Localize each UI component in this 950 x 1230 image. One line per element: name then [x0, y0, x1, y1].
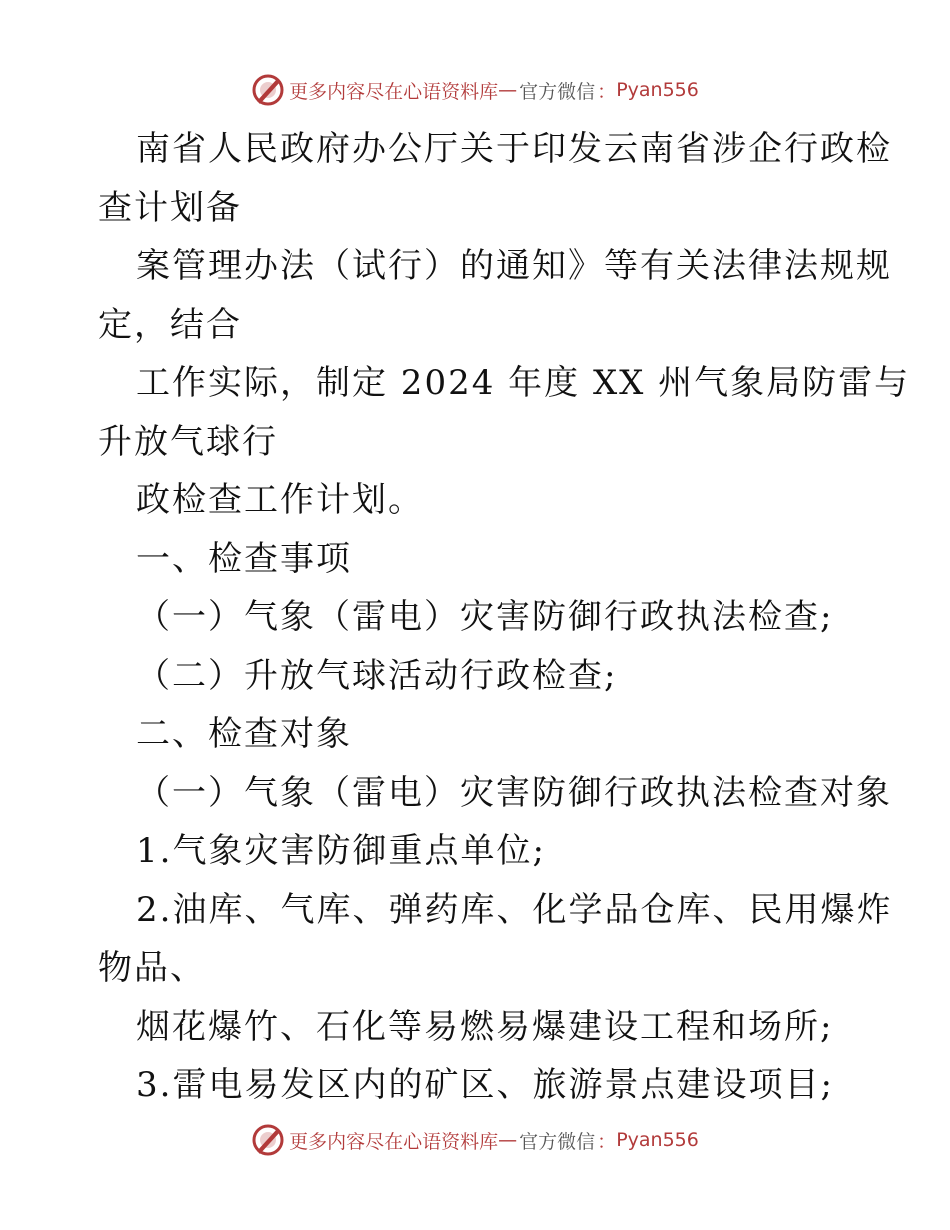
watermark-id: Pyan556: [616, 1129, 699, 1151]
text-line: 1.气象灾害防御重点单位;: [136, 831, 546, 871]
section-heading: 一、检查事项: [136, 538, 352, 579]
watermark-text: 更多内容尽在心语资料库: [289, 1130, 499, 1153]
text-line: 定，结合: [98, 304, 242, 345]
watermark-dash: —: [498, 79, 518, 101]
watermark-colon: ：: [597, 1130, 617, 1153]
text-line: （二）升放气球活动行政检查;: [136, 655, 618, 696]
watermark-text: 更多内容尽在心语资料库: [289, 80, 499, 103]
pen-logo-icon: [251, 1123, 285, 1157]
pen-logo-icon: [251, 73, 285, 107]
watermark-colon: ：: [597, 80, 617, 103]
section-heading: 二、检查对象: [136, 714, 352, 754]
watermark-label: 官方微信: [519, 1130, 596, 1153]
text-line: 升放气球行: [98, 421, 278, 462]
text-line: 政检查工作计划。: [136, 480, 424, 520]
text-line: 烟花爆竹、石化等易燃易爆建设工程和场所;: [136, 1006, 834, 1047]
watermark-id: Pyan556: [616, 79, 699, 101]
document-body: [98, 120, 911, 1115]
watermark-footer: [0, 1120, 950, 1160]
text-line: 物品、: [98, 948, 206, 988]
text-line: 3.雷电易发区内的矿区、旅游景点建设项目;: [136, 1065, 834, 1105]
text-line: （一）气象（雷电）灾害防御行政执法检查对象: [136, 772, 892, 813]
text-line: 工作实际，制定 2024 年度 XX 州气象局防雷与: [136, 363, 911, 403]
watermark-dash: —: [498, 1129, 518, 1151]
watermark-label: 官方微信: [519, 80, 596, 103]
watermark-header: [0, 70, 950, 110]
text-line: 查计划备: [98, 187, 242, 228]
text-line: 南省人民政府办公厅关于印发云南省涉企行政检: [136, 129, 892, 169]
text-line: （一）气象（雷电）灾害防御行政执法检查;: [136, 597, 834, 637]
text-line: 2.油库、气库、弹药库、化学品仓库、民用爆炸: [136, 889, 893, 930]
text-line: 案管理办法（试行）的通知》等有关法律法规规: [136, 246, 892, 286]
